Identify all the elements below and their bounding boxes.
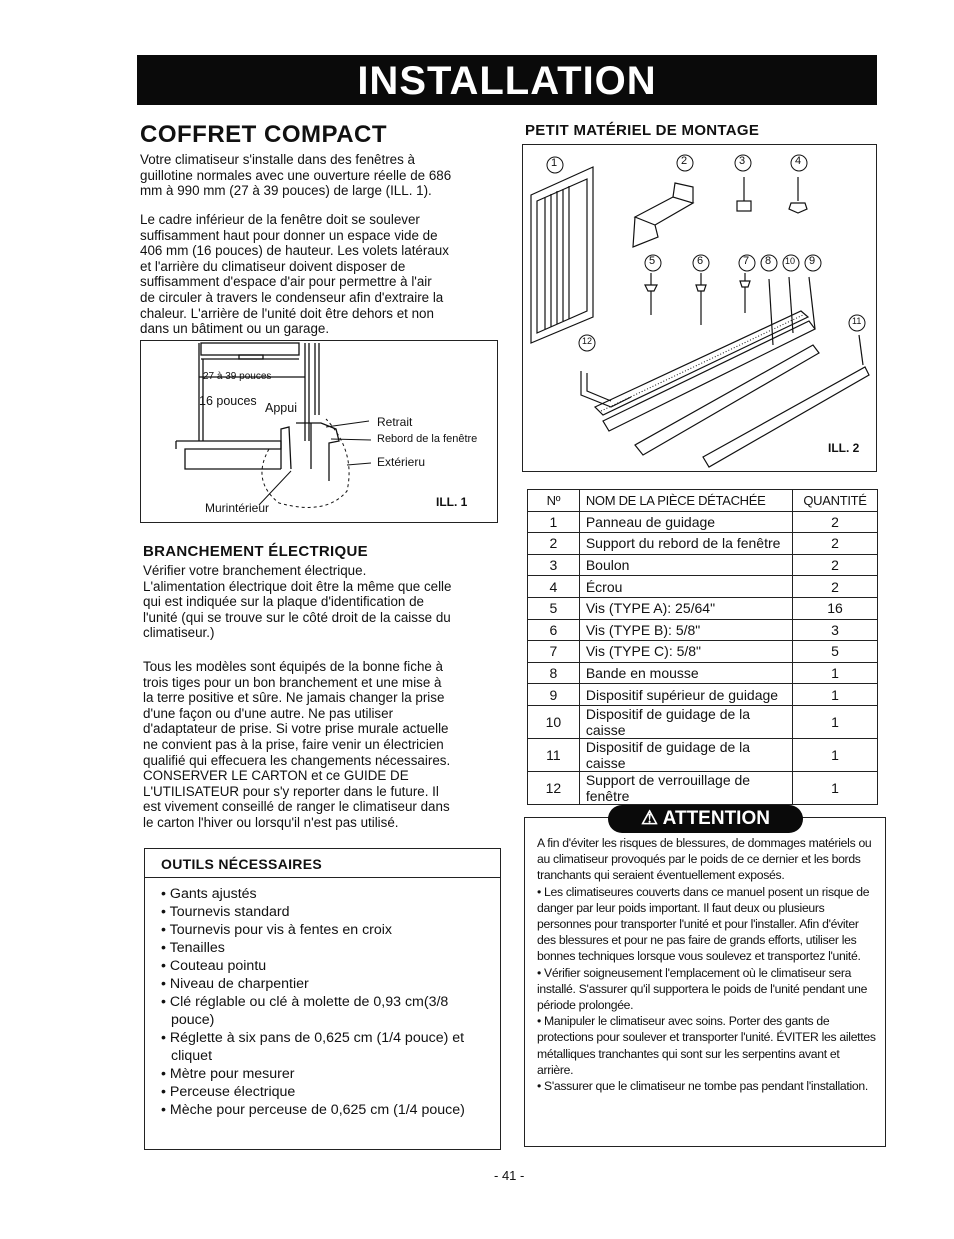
compact-para-2: Le cadre inférieur de la fenêtre doit se soulever suffisamment haut pour donner un espace vide de 406 mm (16 pouces) de hauteur. Les volets latéraux et l'arrière du climatiseur doivent disposer de suffisamment d'espace d'air pour permettre à l'air de circuler à travers le condenseur afin d'extraire la chaleur. L'arrière de l'unité doit être dehors et non dans un bâtiment ou un garage. bbox=[140, 212, 449, 337]
part-num: 12 bbox=[582, 336, 593, 346]
illustration-2 bbox=[522, 144, 877, 472]
list-item: • Manipuler le climatiseur avec soins. Porter des gants de protections pour soulever et transporter l'unité. ÉVITER les ailettes métalliques tranchantes qui sont sur les serpentins avant et arrière. bbox=[537, 1014, 876, 1077]
electrique-para-2: Tous les modèles sont équipés de la bonne fiche à trois tiges pour un bon branchement et une mise à la terre positive et sûre. Ne jamais changer la prise d'une façon ou d'une autre. Ne pas utiliser d'adaptateur de prise. Si votre prise murale actuelle ne convient pas à la prise, faire venir un électricien qualifié qui effecuera les changements nécessaires. CONSERVER LE CARTON et ce GUIDE DE L'UTILISATEUR pour s'y reporter dans le future. Il est vivement conseillé de ranger le climatiseur dans le carton l'hiver ou lorsqu'il n'est pas utilisé. bbox=[143, 659, 451, 830]
part-num: 1 bbox=[551, 157, 558, 169]
warning-icon: ⚠ bbox=[641, 808, 659, 829]
part-num: 8 bbox=[765, 255, 772, 267]
list-item: • Les climatiseures couverts dans ce manuel posent un risque de danger par leur poids important. Il faut deux ou plusieurs personnes pour transporter l'unité et pour l'installer. Afin d'éviter des blessures et pour ne pas faire de grands efforts, utiliser les bonnes techniques lorsque vous soulevez et transportez l'unité. bbox=[537, 884, 870, 964]
part-num: 11 bbox=[852, 316, 862, 326]
row-num: 3 bbox=[528, 554, 580, 576]
row-qty: 1 bbox=[793, 684, 878, 706]
row-name: Bande en mousse bbox=[579, 662, 792, 684]
row-name: Vis (TYPE B): 5/8" bbox=[579, 619, 792, 641]
header-name: NOM DE LA PIÈCE DÉTACHÉE bbox=[579, 490, 792, 512]
list-item: • Perceuse électrique bbox=[161, 1084, 296, 1100]
table-row bbox=[528, 771, 878, 804]
parts-table bbox=[527, 489, 878, 805]
list-item: • Mètre pour mesurer bbox=[161, 1066, 295, 1082]
row-num: 4 bbox=[528, 576, 580, 598]
list-item: • Tournevis pour vis à fentes en croix bbox=[161, 922, 393, 938]
part-num: 4 bbox=[795, 155, 802, 167]
row-num: 1 bbox=[528, 511, 580, 533]
header-qty: QUANTITÉ bbox=[793, 490, 878, 512]
list-item: • Vérifier soigneusement l'emplacement où le climatiseur sera installé. S'assurer qu'il supportera le poids de l'unité pendant une période prolongée. bbox=[537, 965, 868, 1013]
page-banner: INSTALLATION bbox=[137, 55, 877, 105]
part-num: 9 bbox=[809, 255, 816, 267]
row-name: Boulon bbox=[579, 554, 792, 576]
row-qty: 1 bbox=[793, 738, 878, 771]
row-qty: 16 bbox=[793, 597, 878, 619]
attention-intro: A fin d'éviter les risques de blessures, de dommages matériels ou au climatiseur provoqués par le poids de ce dernier et les bords tranchants qui seraient éventuellement exposés. bbox=[537, 836, 872, 883]
row-name: Dispositif supérieur de guidage bbox=[579, 684, 792, 706]
table-row bbox=[528, 662, 878, 684]
rebord-label: Rebord de la fenêtre bbox=[377, 433, 478, 445]
list-item: • Niveau de charpentier bbox=[161, 976, 309, 992]
row-qty: 2 bbox=[793, 511, 878, 533]
attention-title: ATTENTION bbox=[662, 808, 770, 829]
attention-text bbox=[537, 835, 877, 1094]
row-name: Support du rebord de la fenêtre bbox=[579, 533, 792, 555]
ill1-caption: ILL. 1 bbox=[436, 495, 468, 509]
list-item: • Mèche pour perceuse de 0,625 cm (1/4 pouce) bbox=[161, 1102, 465, 1118]
row-num: 7 bbox=[528, 641, 580, 663]
compact-para-1: Votre climatiseur s'installe dans des fenêtres à guillotine normales avec une ouverture réelle de 686 mm à 990 mm (27 à 39 pouces) de large (ILL. 1). bbox=[140, 152, 452, 199]
attention-banner bbox=[608, 805, 803, 833]
row-num: 6 bbox=[528, 619, 580, 641]
retrait-label: Retrait bbox=[377, 415, 413, 429]
row-name: Écrou bbox=[579, 576, 792, 598]
row-qty: 2 bbox=[793, 576, 878, 598]
table-row bbox=[528, 619, 878, 641]
appui-label: Appui bbox=[265, 401, 297, 415]
row-name: Vis (TYPE C): 5/8" bbox=[579, 641, 792, 663]
tools-box bbox=[144, 848, 501, 1150]
illustration-1 bbox=[140, 340, 498, 523]
ill2-caption: ILL. 2 bbox=[828, 441, 860, 455]
part-num: 2 bbox=[681, 155, 688, 167]
table-row bbox=[528, 597, 878, 619]
tools-list bbox=[159, 885, 489, 1119]
table-row bbox=[528, 705, 878, 738]
table-row bbox=[528, 554, 878, 576]
row-qty: 1 bbox=[793, 662, 878, 684]
electrique-para-1: Vérifier votre branchement électrique. L'alimentation électrique doit être la même que celle qui est indiquée sur la plaque d'identification de l'unité (qui se trouve sur le côté droit de la caisse du climatiseur.) bbox=[143, 563, 452, 641]
exterieur-label: Extérieru bbox=[377, 455, 426, 469]
list-item: • S'assurer que le climatiseur ne tombe pas pendant l'installation. bbox=[537, 1079, 868, 1094]
row-num: 8 bbox=[528, 662, 580, 684]
list-item: • Clé réglable ou clé à molette de 0,93 cm(3/8 pouce) bbox=[161, 994, 449, 1028]
part-num: 3 bbox=[739, 155, 746, 167]
header-num: Nº bbox=[528, 490, 580, 512]
list-item: • Tournevis standard bbox=[161, 904, 290, 920]
row-name: Dispositif de guidage de la caisse bbox=[579, 738, 792, 771]
part-num: 10 bbox=[785, 256, 796, 266]
list-item: • Gants ajustés bbox=[161, 886, 257, 902]
row-name: Support de verrouillage de fenêtre bbox=[579, 771, 792, 804]
height-label: 16 pouces bbox=[199, 394, 257, 408]
tools-heading: OUTILS NÉCESSAIRES bbox=[161, 856, 322, 872]
part-num: 7 bbox=[743, 255, 750, 267]
table-row bbox=[528, 684, 878, 706]
page-number: - 41 - bbox=[494, 1168, 525, 1183]
row-qty: 2 bbox=[793, 554, 878, 576]
list-item: • Tenailles bbox=[161, 940, 225, 956]
part-num: 5 bbox=[649, 255, 656, 267]
mur-label: Murintérieur bbox=[205, 501, 270, 515]
table-row bbox=[528, 738, 878, 771]
compact-heading: COFFRET COMPACT bbox=[140, 121, 388, 148]
row-qty: 2 bbox=[793, 533, 878, 555]
electrique-heading: BRANCHEMENT ÉLECTRIQUE bbox=[143, 543, 368, 560]
hardware-diagram bbox=[523, 145, 876, 471]
row-qty: 1 bbox=[793, 705, 878, 738]
row-num: 10 bbox=[528, 705, 580, 738]
row-name: Vis (TYPE A): 25/64" bbox=[579, 597, 792, 619]
row-num: 12 bbox=[528, 771, 580, 804]
row-num: 9 bbox=[528, 684, 580, 706]
table-row bbox=[528, 511, 878, 533]
list-item: • Réglette à six pans de 0,625 cm (1/4 pouce) et cliquet bbox=[161, 1030, 465, 1064]
table-row bbox=[528, 533, 878, 555]
row-qty: 5 bbox=[793, 641, 878, 663]
row-qty: 1 bbox=[793, 771, 878, 804]
row-num: 11 bbox=[528, 738, 580, 771]
part-num: 6 bbox=[697, 255, 704, 267]
row-num: 2 bbox=[528, 533, 580, 555]
width-label: 27 à 39 pouces bbox=[203, 371, 272, 382]
table-header-row bbox=[528, 490, 878, 512]
list-item: • Couteau pointu bbox=[161, 958, 267, 974]
table-row bbox=[528, 576, 878, 598]
row-name: Panneau de guidage bbox=[579, 511, 792, 533]
row-qty: 3 bbox=[793, 619, 878, 641]
row-num: 5 bbox=[528, 597, 580, 619]
materiel-heading: PETIT MATÉRIEL DE MONTAGE bbox=[525, 122, 760, 139]
table-row bbox=[528, 641, 878, 663]
row-name: Dispositif de guidage de la caisse bbox=[579, 705, 792, 738]
